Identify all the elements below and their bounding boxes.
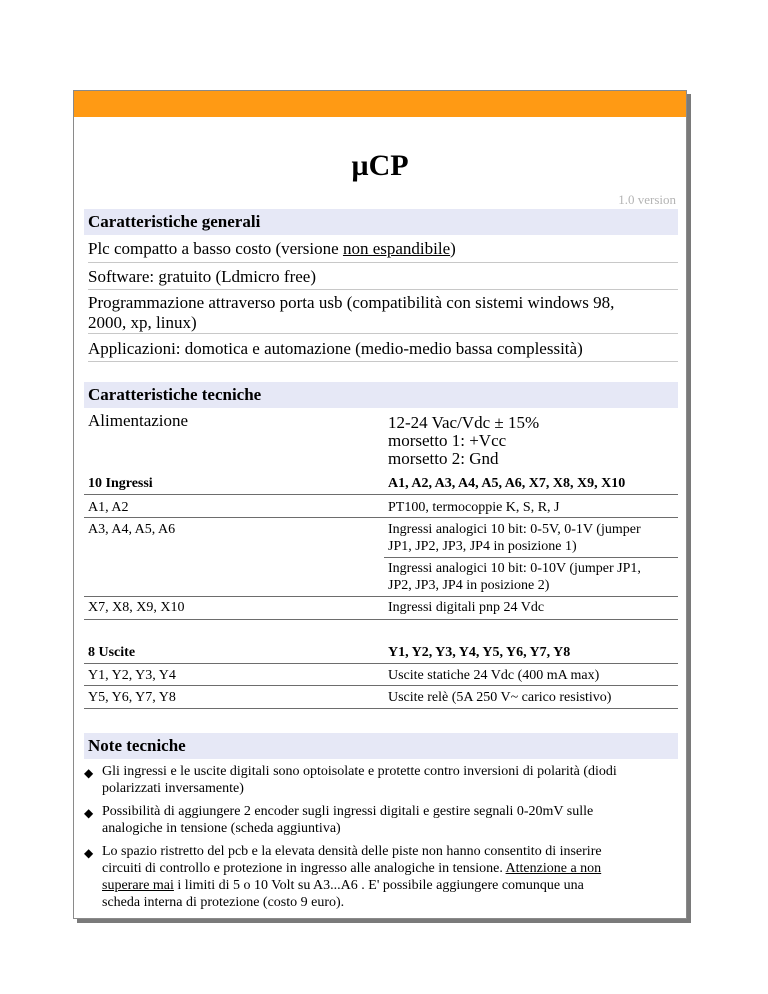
programming-text-2: 2000, xp, linux) [88, 313, 197, 332]
input-row-label: A1, A2 [88, 500, 129, 515]
note-line: scheda interna di protezione (costo 9 euro). [102, 895, 345, 910]
plc-suffix: ) [450, 239, 456, 258]
input-row-value: Ingressi analogici 10 bit: 0-10V (jumper JP1, [388, 561, 641, 576]
plc-line [88, 239, 678, 263]
plc-underlined: non espandibile [342, 239, 451, 258]
output-row-label: Y1, Y2, Y3, Y4 [88, 668, 176, 683]
note-line [102, 860, 678, 877]
note-item [102, 763, 678, 797]
note-item [102, 803, 678, 837]
input-row-label: A3, A4, A5, A6 [88, 522, 176, 537]
output-row-value: Uscite relè (5A 250 V~ carico resistivo) [388, 690, 612, 705]
note-line: Lo spazio ristretto del pcb e la elevata densità delle piste non hanno consentito di inserire [102, 844, 602, 859]
input-row-value: JP2, JP3, JP4 in posizione 2) [388, 578, 550, 593]
inputs-label: 10 Ingressi [88, 476, 153, 491]
programming-text-1: Programmazione attraverso porta usb (compatibilità con sistemi windows 98, [88, 293, 615, 312]
note-text: circuiti di controllo e protezione in ingresso alle analogiche in tensione. [102, 861, 506, 876]
note-line: Possibilità di aggiungere 2 encoder sugli ingressi digitali e gestire segnali 0-20mV sulle [102, 804, 594, 819]
note-item [102, 843, 678, 911]
note-line: Gli ingressi e le uscite digitali sono optoisolate e protette contro inversioni di polarità (diodi [102, 764, 617, 779]
diamond-bullet-icon: ◆ [84, 846, 94, 860]
power-value-3: morsetto 2: Gnd [388, 449, 499, 468]
diamond-bullet-icon: ◆ [84, 806, 94, 820]
applications-line: Applicazioni: domotica e automazione (medio-medio bassa complessità) [88, 339, 678, 362]
input-row-label: X7, X8, X9, X10 [88, 600, 185, 615]
output-row-label: Y5, Y6, Y7, Y8 [88, 690, 176, 705]
programming-line [88, 293, 678, 334]
row-divider [84, 663, 678, 664]
row-divider [84, 596, 678, 597]
row-divider [84, 517, 678, 518]
plc-text: Plc compatto a basso costo (versione [88, 239, 343, 258]
header-bar [74, 91, 686, 117]
outputs-label: 8 Uscite [88, 645, 136, 660]
software-line: Software: gratuito (Ldmicro free) [88, 267, 678, 290]
outputs-value: Y1, Y2, Y3, Y4, Y5, Y6, Y7, Y8 [388, 645, 571, 660]
row-divider [84, 685, 678, 686]
datasheet-card [73, 90, 687, 919]
power-value-1: 12-24 Vac/Vdc ± 15% [388, 413, 540, 432]
input-row-value: Ingressi digitali pnp 24 Vdc [388, 600, 545, 615]
inputs-value: A1, A2, A3, A4, A5, A6, X7, X8, X9, X10 [388, 476, 626, 491]
notes-heading: Note tecniche [84, 733, 678, 759]
note-line [102, 877, 678, 894]
note-line: polarizzati inversamente) [102, 781, 244, 796]
input-row-value: JP1, JP2, JP3, JP4 in posizione 1) [388, 539, 577, 554]
power-label: Alimentazione [88, 411, 189, 430]
warning-text: superare mai [102, 878, 174, 893]
general-heading: Caratteristiche generali [84, 209, 678, 235]
row-divider [84, 619, 678, 620]
note-line: analogiche in tensione (scheda aggiuntiva) [102, 821, 341, 836]
page-title: µCP [351, 149, 409, 182]
output-row-value: Uscite statiche 24 Vdc (400 mA max) [388, 668, 600, 683]
row-divider [84, 494, 678, 495]
power-value-2: morsetto 1: +Vcc [388, 431, 507, 450]
input-row-value: Ingressi analogici 10 bit: 0-5V, 0-1V (jumper [388, 522, 641, 537]
version-label: 1.0 version [618, 192, 676, 207]
technical-heading: Caratteristiche tecniche [84, 382, 678, 408]
diamond-bullet-icon: ◆ [84, 766, 94, 780]
input-row-value: PT100, termocoppie K, S, R, J [388, 500, 560, 515]
row-divider [84, 708, 678, 709]
note-text: i limiti di 5 o 10 Volt su A3...A6 . E' possibile aggiungere comunque una [173, 878, 584, 893]
row-divider [384, 557, 678, 558]
warning-text: Attenzione a non [505, 861, 602, 876]
